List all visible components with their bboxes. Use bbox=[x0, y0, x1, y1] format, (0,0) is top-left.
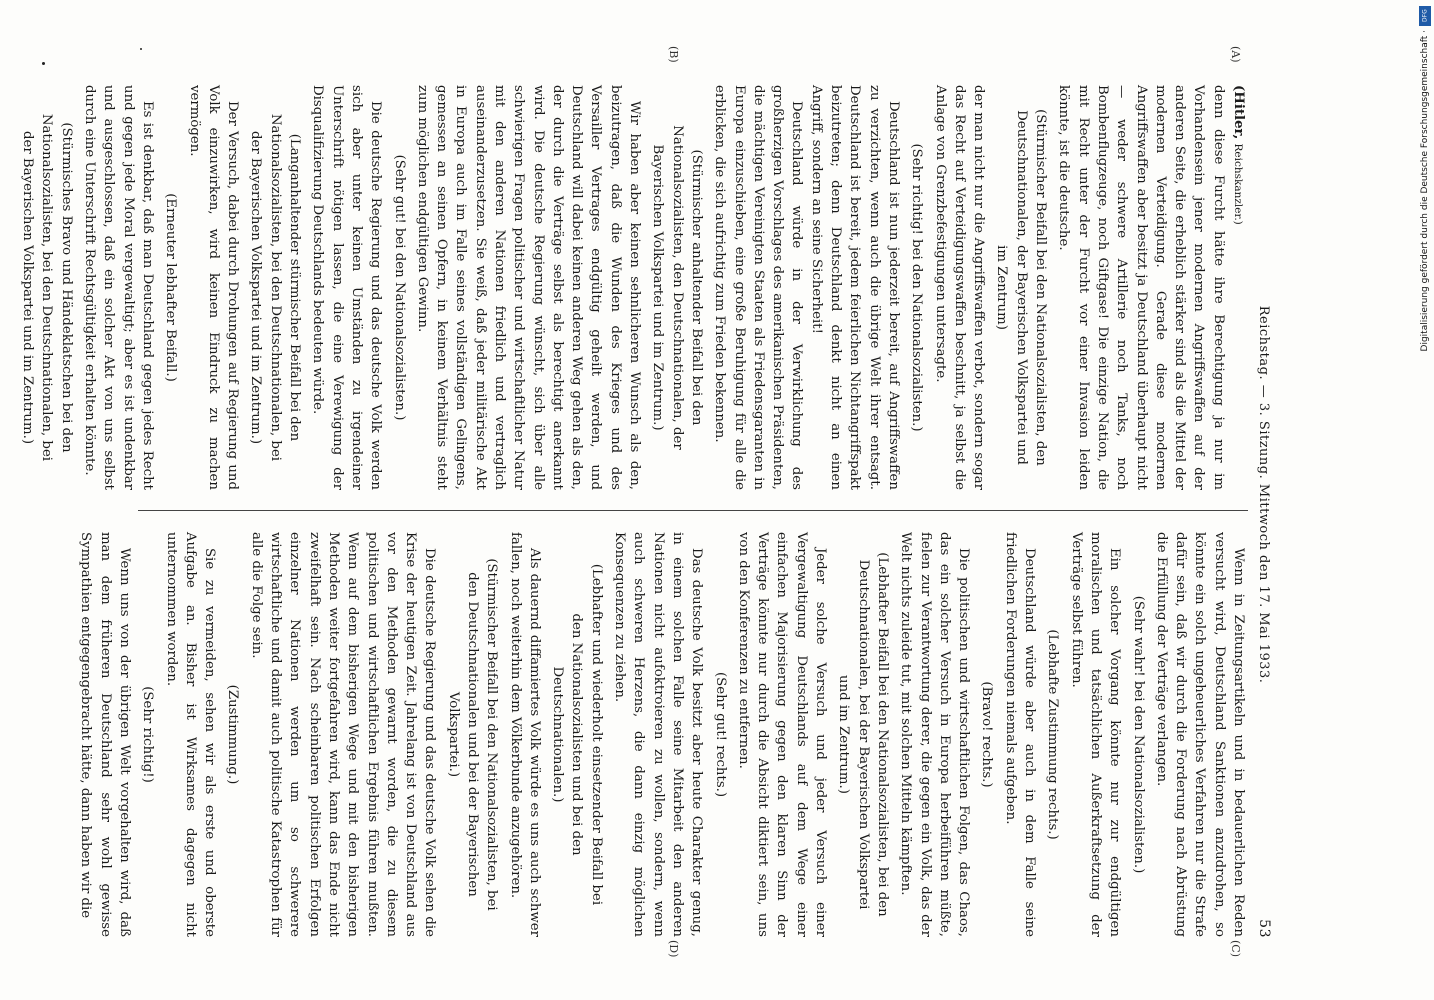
paragraph: Das deutsche Volk besitzt aber heute Charakter genug, in einem solchen Falle seine Mitarbeit den anderen Nationen nicht aufoktroieren zu wollen, sondern, wenn auch schweren Herzens, die dann einzig möglichen Konsequenzen zu ziehen. bbox=[612, 532, 705, 937]
audience-reaction: (Sehr wahr! bei den Nationalsozialisten.) bbox=[1130, 595, 1146, 874]
audience-reaction: (Stürmischer Beifall bei den Nationalsozialisten, bei den Deutschnationalen und bei der Bayerischen Volkspartei.) bbox=[445, 558, 500, 911]
header-title: Reichstag. — 3. Sitzung. Mittwoch den 17. Mai 1933. bbox=[1256, 305, 1271, 684]
paragraph: Deutschland würde aber auch in dem Falle seine friedlichen Forderungen niemals aufgeben. bbox=[1002, 532, 1038, 937]
audience-reaction: (Stürmisches Bravo und Händeklatschen bei den Nationalsozialisten, bei den Deutschnationalen, bei der Bayerischen Volkspartei und im Zentrum.) bbox=[20, 113, 74, 462]
audience-reaction: (Langanhaltender stürmischer Beifall bei den Nationalsozialisten, bei den Deutschnationalen, bei der Bayerischen Volkspartei und im Zentrum.) bbox=[248, 113, 303, 462]
paragraph: Die politischen und wirtschaftlichen Folgen, das Chaos, das ein solcher Versuch in Europa herbeiführen müßte, fielen zur Verantwortung derer, die gegen ein Volk, das der Welt nichts zuleide tut, mit solchen Mitteln kämpften. bbox=[898, 532, 972, 937]
scan-speck bbox=[140, 48, 142, 50]
margin-mark-d: (D) bbox=[667, 940, 680, 958]
paragraph: Jeder solche Versuch und jeder Versuch einer Vergewaltigung Deutschlands auf dem Wege einer einfachen Majorisierung gegen den klaren Sinn der Verträge könnte nur durch die Absicht diktiert sein, uns von den Konferenzen zu entfernen. bbox=[735, 532, 829, 937]
audience-reaction: (Erneuter lebhafter Beifall.) bbox=[163, 193, 179, 382]
paragraph: Deutschland würde in der Verwirklichung des großherzigen Vorschlages des amerikanischen Präsidenten, die mächtigen Vereinigten Staaten als Friedensgaranten in Europa einzuschieben, eine große Beruhigung für alle die erblicken, die sich aufrichtig zum Frieden bekennen. bbox=[712, 85, 805, 490]
paragraph: Die deutsche Regierung und das deutsche Volk sehen die Krise der heutigen Zeit. Jahrelang ist von Deutschland aus vor den Methoden gewarnt worden, die zu diesem politischen und wirtschaftlichen Ergebnis führen mußten. Wenn auf dem bisherigen Wege und mit den bisherigen Methoden weiter fortgefahren wird, kann das Ende nicht zweifelhaft sein. Nach scheinbaren politischen Erfolgen einzelner Nationen werden um so schwerere wirtschaftliche und damit auch politische Katastrophen für alle die Folge sein. bbox=[248, 532, 438, 937]
paragraph: Ein solcher Vorgang könnte nur zur endgültigen moralischen und tatsächlichen Außerkraftsetzung der Verträge selbst führen. bbox=[1068, 532, 1123, 937]
audience-reaction: (Sehr gut! rechts.) bbox=[712, 671, 728, 798]
paragraph: Der Versuch, dabei durch Drohungen auf Regierung und Volk einzuwirken, wird keinen Eindruck zu machen vermögen. bbox=[186, 85, 241, 490]
audience-reaction: (Stürmischer Beifall bei den Nationalsozialisten, den Deutschnationalen, der Bayerischen Volkspartei und im Zentrum) bbox=[994, 109, 1049, 466]
paragraph: Wenn uns von der übrigen Welt vorgehalten wird, daß man dem früheren Deutschland sehr wohl gewisse Sympathien entgegengebracht hätte, dann haben wir die bbox=[78, 532, 132, 937]
audience-reaction: (Lebhafter und wiederholt einsetzender Beifall bei den Nationalsozialisten und bei den Deutschnationalen.) bbox=[550, 563, 604, 906]
audience-reaction: (Sehr gut! bei den Nationalsozialisten.) bbox=[391, 154, 407, 421]
digitization-notice bbox=[1418, 6, 1432, 994]
audience-reaction: (Bravo! rechts.) bbox=[979, 681, 995, 788]
scan-speck bbox=[42, 62, 45, 65]
margin-mark-b: (B) bbox=[667, 46, 680, 63]
paragraph: Es ist denkbar, daß man Deutschland gegen jedes Recht und gegen jede Moral vergewaltigt; aber es ist undenkbar und ausgeschlossen, daß ein solcher Akt von uns selbst durch eine Unterschrift Rechtsgültigkeit erhalten könnte. bbox=[82, 85, 155, 490]
right-column bbox=[78, 532, 1248, 937]
paragraph: Wir haben aber keinen sehnlicheren Wunsch als den, beizutragen, daß die Wunden des Krieges und des Versailler Vertrages endgültig geheilt werden, und Deutschland will dabei keinen anderen Weg gehen als den, der durch die Verträge selbst als berechtigt anerkannt wird. Die deutsche Regierung wünscht, sich über alle schwierigen Fragen politischer und wirtschaftlicher Natur mit den anderen Nationen friedlich und vertraglich auseinanderzusetzen. Sie weiß, daß jeder militärische Akt in Europa auch im Falle seines vollständigen Gelingens, gemessen an seinen Opfern, in keinem Verhältnis steht zum möglichen endgültigen Gewinn. bbox=[414, 85, 643, 490]
dfg-logo: DFG bbox=[1419, 6, 1431, 26]
speaker-line bbox=[1228, 85, 1248, 490]
audience-reaction: (Stürmischer anhaltender Beifall bei den Nationalsozialisten, den Deutschnationalen, der Bayerischen Volkspartei und im Zentrum.) bbox=[650, 125, 704, 450]
paragraph: denn diese Furcht hätte ihre Berechtigung ja nur im Vorhandensein jener modernen Angriffswaffen auf der anderen Seite, die erheblich stärker sind als die Mittel der modernen Verteidigung. Gerade diese modernen Angriffswaffen aber besitzt ja Deutschland überhaupt nicht — weder schwere Artillerie noch Tanks, noch Bombenflugzeuge, noch Giftgase! Die einzige Nation, die mit Recht unter der Furcht vor einer Invasion leiden könnte, ist die deutsche. bbox=[1056, 85, 1226, 490]
paragraph: Deutschland ist nun jederzeit bereit, auf Angriffswaffen zu verzichten, wenn auch die übrige Welt ihrer entsagt. Deutschland ist bereit, jedem feierlichen Nichtangriffspakt beizutreten; denn Deutschland denkt nicht an einen Angriff, sondern an seine Sicherheit! bbox=[808, 85, 901, 490]
audience-reaction: (Lebhafte Zustimmung rechts.) bbox=[1045, 629, 1061, 840]
page-number: 53 bbox=[1256, 919, 1272, 938]
margin-mark-c: (C) bbox=[1229, 940, 1242, 957]
audience-reaction: (Lebhafter Beifall bei den Nationalsozialisten, bei den Deutschnationalen, bei der Bayerischen Volkspartei und im Zentrum.) bbox=[836, 552, 890, 917]
paragraph: Als dauernd diffamiertes Volk würde es uns auch schwer fallen, noch weiterhin dem Völkerbunde anzugehören. bbox=[507, 532, 542, 937]
audience-reaction: (Sehr richtig!) bbox=[140, 686, 156, 783]
paragraph: Die deutsche Regierung und das deutsche Volk werden sich aber unter keinen Umständen zu irgendeiner Unterschrift nötigen lassen, die eine Verewigung der Disqualifizierung Deutschlands bedeuten würde. bbox=[310, 85, 384, 490]
column-divider bbox=[138, 510, 1248, 511]
digitization-notice-text: Digitalisierung gefördert durch die Deutsche Forschungsgemeinschaft · bbox=[1420, 30, 1430, 352]
rotated-page bbox=[20, 46, 1300, 958]
audience-reaction: (Zustimmung.) bbox=[225, 684, 241, 785]
left-column bbox=[20, 85, 1248, 490]
paragraph: der man nicht nur die Angriffswaffen verbot, sondern sogar das Recht auf Verteidigungswaffen beschnitt, ja selbst die Anlage von Grenzbefestigungen untersagte. bbox=[932, 85, 987, 490]
speaker-name: (Hitler, bbox=[1231, 85, 1246, 140]
margin-mark-a: (A) bbox=[1229, 46, 1242, 63]
paragraph: Wenn in Zeitungsartikeln und in bedauerlichen Reden versucht wird, Deutschland Sanktionen anzudrohen, so könnte ein solch ungeheuerliches Verfahren nur die Strafe dafür sein, daß wir durch die Forderung nach Abrüstung die Erfüllung der Verträge verlangen. bbox=[1153, 532, 1246, 937]
page-header bbox=[1256, 70, 1300, 950]
paragraph: Sie zu vermeiden, sehen wir als erste und oberste Aufgabe an. Bisher ist Wirksames dagegen nicht unternommen worden. bbox=[163, 532, 218, 937]
speaker-role: Reichskanzler.) bbox=[1232, 143, 1244, 225]
audience-reaction: (Sehr richtig! bei den Nationalsozialisten.) bbox=[909, 143, 925, 432]
